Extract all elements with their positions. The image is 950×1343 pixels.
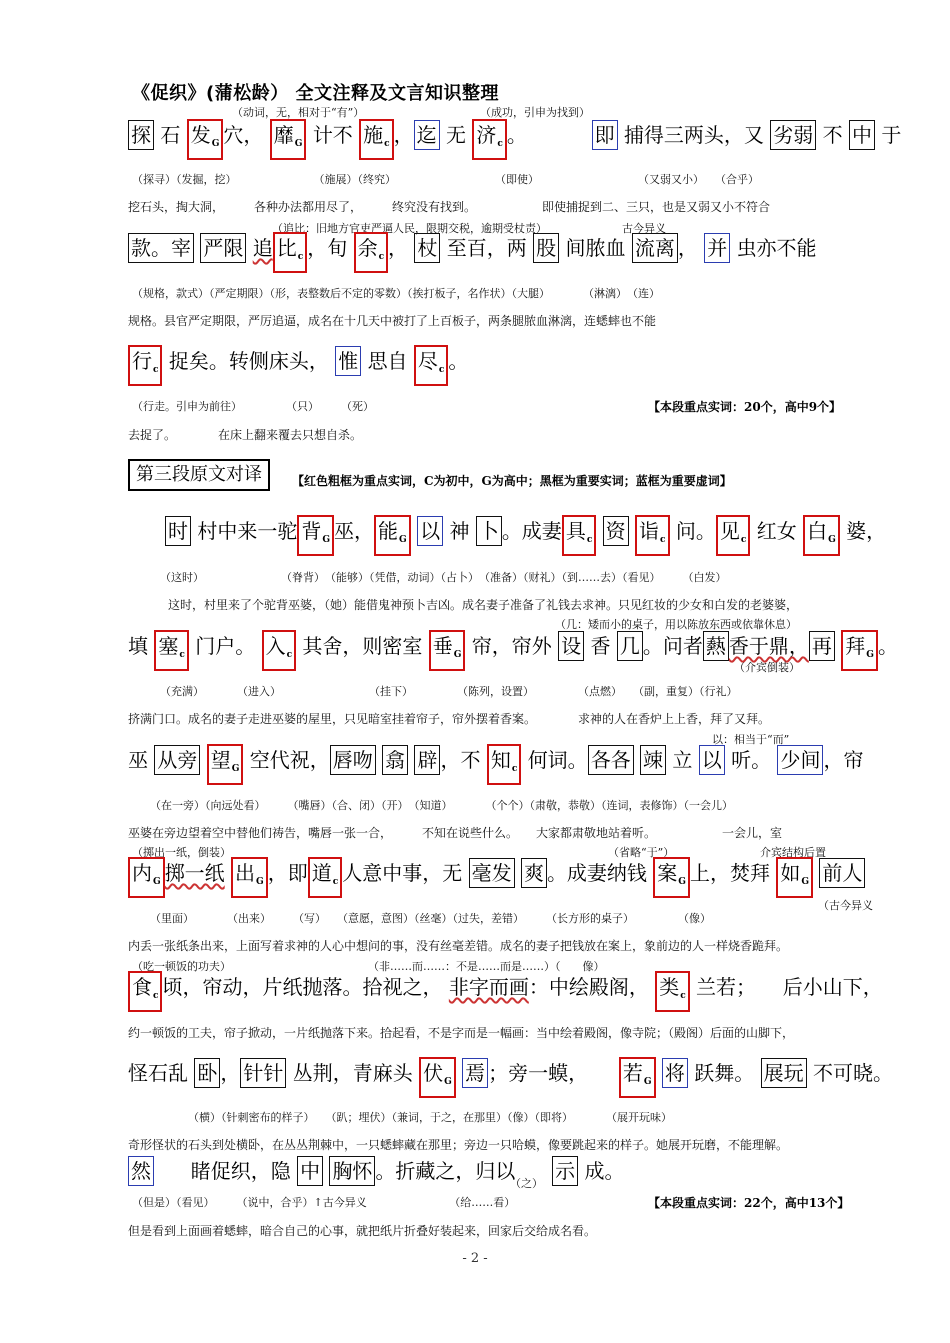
text-run: 睹促织，隐 (190, 1159, 291, 1183)
translation-line: 这时，村里来了个驼背巫婆，（她）能借鬼神预卜吉凶。成名妻子准备了礼钱去求神。只见红妆的少女和白发的老婆婆， (168, 598, 799, 612)
level-marker: c (660, 535, 666, 545)
text-run: 穴， (223, 123, 264, 147)
annotation: （省略“于”） (608, 846, 675, 859)
text-run: ， (220, 1061, 241, 1085)
translation-line: 约一顿饭的工夫，帘子掀动，一片纸抛落下来。拾起看，不是字而是一幅画：当中绘着殿阁，像寺院；（殿阁）后面的山脚下， (128, 1026, 795, 1040)
translation-line: 巫婆在旁边望着空中替他们祷告，嘴唇一张一合， 不知在说些什么。 大家都肃敬地站着听。 一会儿，室 (128, 826, 783, 840)
text-run: ， (393, 123, 414, 147)
text-run: 。成妻 (501, 519, 562, 543)
word-box: 见c (716, 515, 750, 556)
word-box: 尽c (414, 345, 448, 386)
word-box: 时 (165, 516, 191, 546)
text-run: 人意中事，无 (342, 861, 463, 885)
annotation: （掷出一纸，倒装） (132, 846, 231, 859)
key-word-count: 【本段重点实词：20个，高中9个】 (648, 400, 842, 414)
text-run: 怪石乱 (128, 1061, 188, 1085)
word-box: 食c (128, 971, 162, 1012)
word-box: 靡G (270, 119, 307, 160)
text-run: 。折藏之，归以 (375, 1159, 516, 1183)
level-marker: c (586, 535, 593, 545)
word-box: 垂G (429, 630, 466, 671)
translation-line: 挤满门口。成名的妻子走进巫婆的屋里，只见暗室挂着帘子，帘外摆着香案。 求神的人在香炉上上香，拜了又拜。 (128, 712, 771, 726)
word-box: 资 (603, 516, 629, 546)
text-run: 其舍，则密室 (302, 634, 423, 658)
word-box: 以 (699, 745, 725, 775)
word-box: 比c (273, 232, 307, 273)
text-run: 空代祝， (249, 748, 330, 772)
word-box: 诣c (635, 515, 669, 556)
word-box: 拜G (841, 630, 878, 671)
level-marker: c (153, 991, 159, 1001)
text-line (128, 857, 880, 898)
word-box: 中 (297, 1156, 323, 1186)
text-run: 不可晓。 (812, 1061, 893, 1085)
word-box: 翕 (382, 745, 408, 775)
text-run: 村中来一驼 (197, 519, 298, 543)
word-box: 几 (617, 631, 643, 661)
gloss-line: （里面） （出来） （写） （意愿，意图）（丝毫）（过失，差错） （长方形的桌子） （像） (150, 912, 711, 925)
text-run: 丛荆，青麻头 (292, 1061, 413, 1085)
translation-line: 但是看到上面画着蟋蟀，暗合自己的心事，就把纸片折叠好装起来，回家后交给成名看。 (128, 1224, 597, 1238)
word-box: 卧 (194, 1058, 220, 1088)
section-heading: 第三段原文对译 (128, 459, 270, 491)
key-word-count: 【本段重点实词：22个，高中13个】 (648, 1196, 850, 1210)
text-run: 。 (448, 349, 469, 373)
text-run: 。 (877, 634, 898, 658)
gloss-line: （但是）（看见） （说中，合乎）↑古今异义 （给……看） (132, 1196, 516, 1209)
text-line (128, 1156, 880, 1186)
text-run: 巫， (334, 519, 375, 543)
word-box: 迄 (414, 120, 440, 150)
word-box: 爽 (521, 858, 547, 888)
word-box: 款。宰 (128, 233, 194, 263)
word-box: 再 (809, 631, 835, 661)
word-box: 各各 (588, 745, 634, 775)
word-box: 中 (849, 120, 875, 150)
word-box: 杖 (414, 233, 440, 263)
text-run: 。成妻纳钱 (546, 861, 647, 885)
gloss-line: （横）（针刺密布的样子） （趴；埋伏）（兼词，于之，在那里）（像）（即将） （展开玩味） (188, 1111, 672, 1124)
annotation: （成功，引申为找到） (480, 106, 590, 119)
text-run: 门户。 (195, 634, 256, 658)
text-run: 帘，帘外 (471, 634, 552, 658)
page-number: - 2 - (462, 1251, 488, 1266)
text-run: 非字而画 (448, 975, 529, 999)
text-run: 填 (128, 634, 148, 658)
text-run: ， (388, 236, 409, 260)
word-box: 卜 (476, 516, 502, 546)
level-marker: G (153, 877, 161, 887)
text-run: 婆， (846, 519, 887, 543)
level-marker: c (740, 535, 747, 545)
translation-line: 去捉了。 在床上翻来覆去只想自杀。 (128, 428, 363, 442)
level-marker: c (297, 252, 304, 262)
gloss-line: （规格，款式）（严定期限）（形，表整数后不定的零数）（挨打板子，名作状）（大腿） （淋漓） （连） (132, 287, 660, 300)
text-run: 跃舞。 (694, 1061, 755, 1085)
level-marker: c (384, 139, 390, 149)
word-box: 少间 (777, 745, 823, 775)
word-box: 设 (558, 631, 584, 661)
annotation: 介宾结构后置 (760, 846, 826, 859)
word-box: 望G (207, 744, 244, 785)
text-run: 无 (446, 123, 467, 147)
text-run: 成。 (584, 1159, 625, 1183)
word-box: 具c (562, 515, 596, 556)
word-box: 将 (662, 1058, 688, 1088)
level-marker: G (231, 764, 240, 774)
word-box: 发G (187, 119, 224, 160)
word-box: 行c (128, 345, 162, 386)
annotation: （介宾倒装） (734, 661, 800, 674)
word-box: 展玩 (761, 1058, 807, 1088)
document-title: 《促织》(蒲松龄） 全文注释及文言知识整理 (132, 83, 499, 104)
annotation: （吃一顿饭的功夫） (132, 960, 231, 973)
word-box: 流离 (632, 233, 678, 263)
word-box: 白G (803, 515, 840, 556)
word-box: 能G (374, 515, 411, 556)
annotation: （之） (510, 1177, 543, 1190)
text-run: 。问者 (642, 634, 703, 658)
text-run: ：中绘殿阁， (528, 975, 649, 999)
text-run: 神 (449, 519, 470, 543)
gloss-line: （在一旁）（向远处看） （嘴唇）（合、闭）（开） （知道） （个个）（肃敬，恭敬）（连词，表修饰）（一会儿） (150, 799, 733, 812)
text-run: 于 (881, 123, 902, 147)
color-legend: 【红色粗框为重点实词，C为初中，G为高中；黑框为重要实词；蓝框为重要虚词】 (292, 474, 732, 488)
text-run: 间脓血 (565, 236, 626, 260)
word-box: 辟 (414, 745, 440, 775)
text-line (128, 744, 880, 785)
level-marker: G (866, 650, 874, 660)
word-box: 济c (472, 119, 506, 160)
level-marker: c (378, 252, 385, 262)
text-run: 顷，帘动，片纸抛落。拾视之， (162, 975, 443, 999)
level-marker: G (678, 877, 686, 887)
text-run: 不 (822, 123, 843, 147)
word-box: 即 (592, 120, 618, 150)
text-run: 听。 (731, 748, 772, 772)
word-box: 胸怀 (329, 1156, 375, 1186)
level-marker: G (256, 877, 264, 887)
word-box: 塞c (154, 630, 188, 671)
word-box: 爇 (703, 631, 729, 661)
annotation: （动词，无，相对于“有”） (232, 106, 365, 119)
text-run: 问。 (675, 519, 716, 543)
text-run: 掷一纸 (164, 861, 225, 885)
level-marker: c (680, 991, 686, 1001)
word-box: 若G (619, 1057, 656, 1098)
level-marker: c (179, 650, 185, 660)
text-line (128, 1057, 893, 1098)
word-box: 针针 (240, 1058, 286, 1088)
text-run: 。 (506, 123, 527, 147)
level-marker: c (497, 139, 503, 149)
annotation: 以：相当于“而” (712, 733, 790, 746)
word-box: 背G (297, 515, 334, 556)
level-marker: G (643, 1077, 652, 1087)
translation-line: 挖石头，掏大洞， 各种办法都用尽了， 终究没有找到。 即使捕捉到二、三只，也是又弱又小不符合 (128, 200, 771, 214)
text-run: 追 (252, 236, 273, 260)
word-box: 如G (776, 857, 813, 898)
text-run: ；旁一蟆， (488, 1061, 589, 1085)
level-marker: G (399, 535, 407, 545)
word-box: 道c (308, 857, 342, 898)
annotation: （非……而……：不是……而是……）（ 像） (368, 960, 605, 973)
annotation: （追比：旧地方官吏严逼人民，限期交税，逾期受杖责） (272, 222, 547, 235)
level-marker: G (828, 535, 836, 545)
word-box: 施c (359, 119, 393, 160)
word-box: 并 (704, 233, 730, 263)
word-box: 案G (653, 857, 690, 898)
level-marker: G (453, 650, 462, 660)
gloss-line: （行走。引申为前往） （只） （死） (132, 400, 374, 413)
text-run: ，帘 (823, 748, 864, 772)
text-run: 捕得三两头，又 (623, 123, 764, 147)
word-box: 内G (128, 857, 165, 898)
text-run: 思自 (367, 349, 408, 373)
text-run: 石 (160, 123, 181, 147)
gloss-line: （探寻）（发掘，挖） （施展）（终究） （即使） （又弱又小） （合乎） (132, 173, 759, 186)
translation-line: 内丢一张纸条出来，上面写着求神的人心中想问的事，没有丝毫差错。成名的妻子把钱放在案上，象前边的人一样烧香跪拜。 (128, 939, 789, 953)
text-run: 计不 (312, 123, 353, 147)
word-box: 股 (533, 233, 559, 263)
level-marker: G (294, 139, 303, 149)
word-box: 唇吻 (330, 745, 376, 775)
word-box: 类c (655, 971, 689, 1012)
text-line (128, 971, 883, 1012)
gloss-line: （这时） （脊背） （能够）（凭借，动词）（占卜） （准备）（财礼）（到……去）（看见） （白发） (160, 571, 727, 584)
word-box: 严限 (200, 233, 246, 263)
text-run: 红女 (756, 519, 797, 543)
word-box: 焉 (462, 1058, 488, 1088)
text-run: 兰若； (696, 975, 757, 999)
word-box: 前人 (819, 858, 865, 888)
text-run: 香于鼎， (728, 634, 809, 658)
translation-line: 奇形怪状的石头到处横卧，在丛丛荆棘中，一只蟋蟀藏在那里；旁边一只哈蟆，像要跳起来的样子。她展开玩磨，不能理解。 (128, 1138, 789, 1152)
level-marker: G (211, 139, 220, 149)
text-run: 虫亦不能 (736, 236, 817, 260)
level-marker: c (153, 365, 159, 375)
word-box: 示 (552, 1156, 578, 1186)
level-marker: G (801, 877, 810, 887)
text-run: 至百，两 (446, 236, 527, 260)
text-run: ，即 (267, 861, 308, 885)
annotation: （几：矮而小的桌子，用以陈放东西或依靠休息） (555, 618, 797, 631)
word-box: 劣弱 (770, 120, 816, 150)
annotation: （古今异义 (818, 899, 873, 912)
text-line (165, 515, 887, 556)
word-box: 探 (128, 120, 154, 150)
word-box: 然 (128, 1156, 154, 1186)
gloss-line: （充满） （进入） （挂下） （陈列，设置） （点燃） （副，重复）（行礼） (160, 685, 738, 698)
level-marker: c (511, 764, 518, 774)
level-marker: c (286, 650, 293, 660)
text-run: 上，焚拜 (689, 861, 770, 885)
word-box: 出G (231, 857, 268, 898)
annotation: 古今异义 (622, 222, 666, 235)
text-run: 香 (590, 634, 611, 658)
word-box: 余c (354, 232, 388, 273)
level-marker: G (322, 535, 331, 545)
level-marker: G (444, 1077, 452, 1087)
word-box: 惟 (335, 346, 361, 376)
text-line (128, 119, 902, 160)
text-run: ，不 (440, 748, 481, 772)
text-run: ，旬 (307, 236, 348, 260)
text-run: 捉矣。转侧床头， (168, 349, 329, 373)
text-run: 立 (672, 748, 693, 772)
word-box: 伏G (419, 1057, 456, 1098)
word-box: 毫发 (469, 858, 515, 888)
level-marker: c (332, 877, 339, 887)
word-box: 入c (262, 630, 296, 671)
word-box: 竦 (640, 745, 666, 775)
word-box: 以 (417, 516, 443, 546)
text-run: 何词。 (527, 748, 588, 772)
text-line (128, 232, 880, 273)
translation-line: 规格。县官严定期限，严厉追逼，成名在十几天中被打了上百板子，两条腿脓血淋漓，连蟋蟀也不能 (128, 314, 657, 328)
text-line (128, 345, 880, 386)
text-run: 巫 (128, 748, 148, 772)
level-marker: c (438, 365, 445, 375)
word-box: 从旁 (154, 745, 200, 775)
word-box: 知c (487, 744, 521, 785)
text-run: 后小山下， (782, 975, 883, 999)
text-run: ， (677, 236, 698, 260)
